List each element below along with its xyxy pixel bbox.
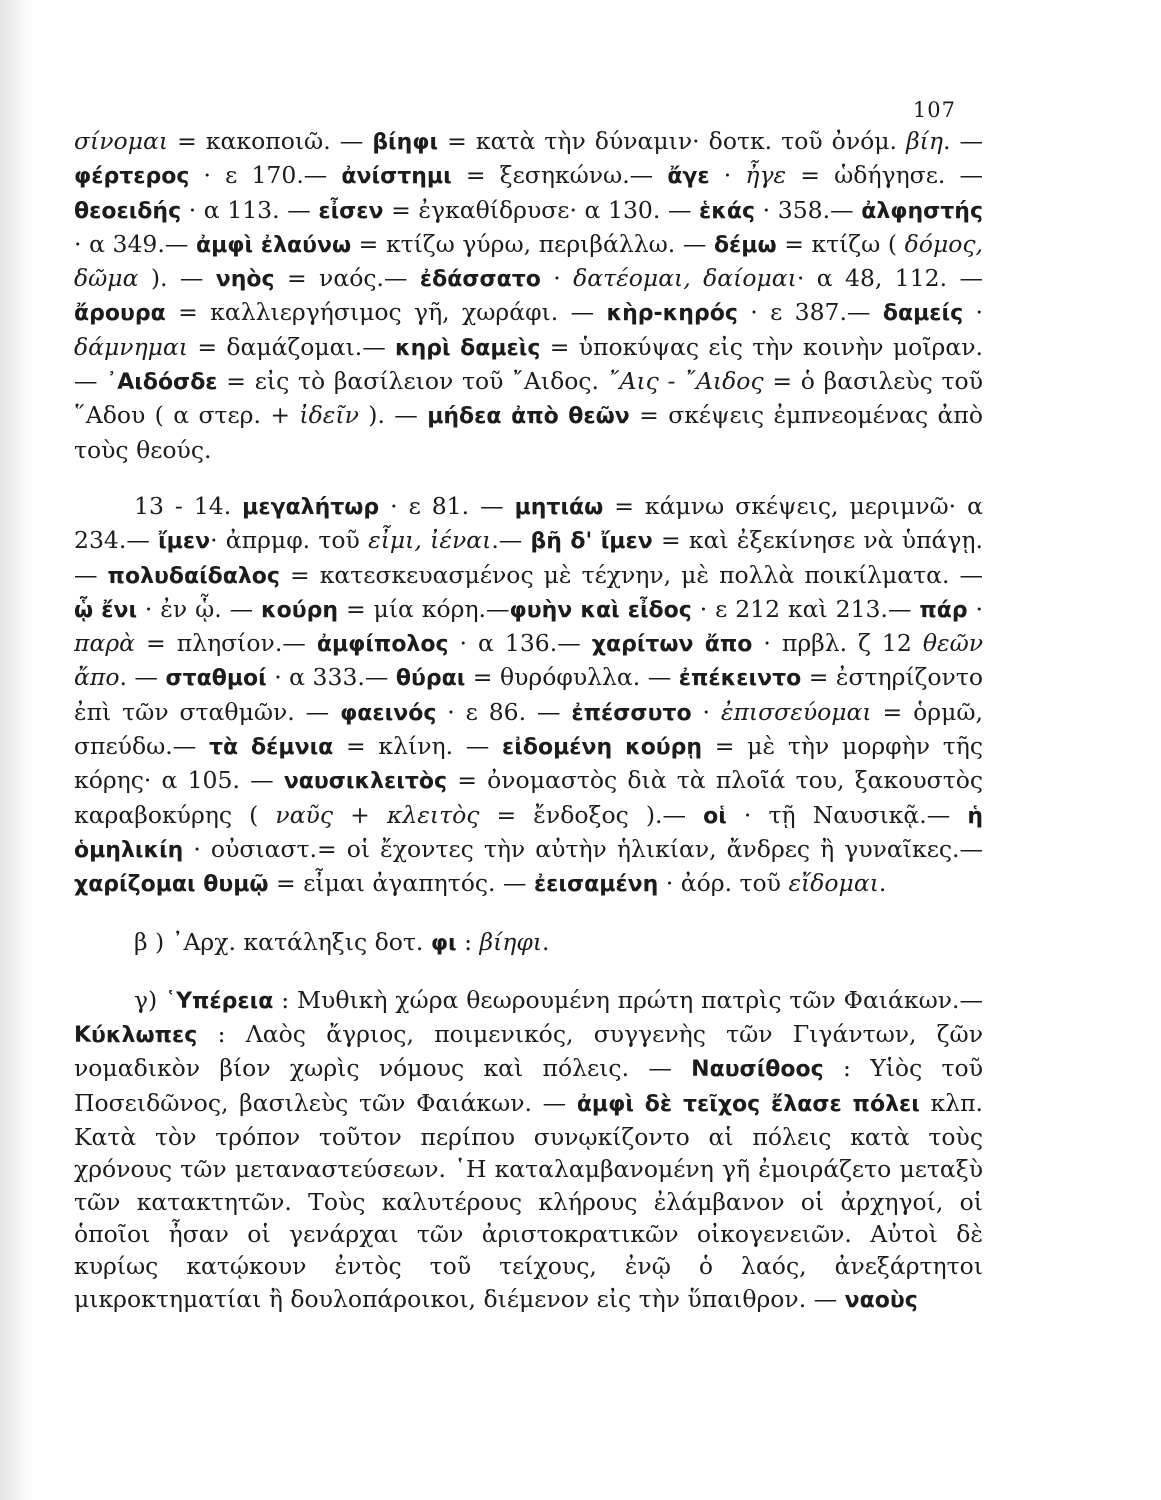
text-run: · α 333.— xyxy=(266,663,396,692)
text-run: · τῇ Ναυσικᾷ.— xyxy=(726,800,968,829)
text-run: · πρβλ. ζ 12 xyxy=(752,629,923,658)
italic-term: βίη xyxy=(906,127,943,155)
italic-term: εἶμι, ἰέναι xyxy=(368,526,492,555)
headword: ἀνίστημι xyxy=(341,164,452,190)
headword: ᾿Αιδόσδε xyxy=(106,370,218,396)
headword: ἐπέσσυτο xyxy=(571,700,692,726)
text-run: · ἀόρ. τοῦ xyxy=(658,869,789,898)
text-run: · ε 86. — xyxy=(436,697,572,726)
headword: ἐεισαμένη xyxy=(533,872,659,898)
paragraph-glossary-13-14 xyxy=(74,490,983,902)
text-run: κλπ. Κατὰ τὸν τρόπον τοῦτον περίπου συνῳκίζοντο αἱ πόλεις κατὰ τοὺς χρόνους τῶν μεταναστεύσεων. ῾Η καταλαμβανομένη γῆ ἐμοιράζετο μεταξὺ τῶν κατακτητῶν. Τοὺς καλυτέρους κλήρους ἐλάμβανον οἱ ἀρχηγοί, οἱ ὁποῖοι ἦσαν οἱ γενάρχαι τῶν ἀριστοκρατικῶν οἰκογενειῶν. Αὐτοὶ δὲ κυρίως κατῴκουν ἐντὸς τοῦ τείχους, ἐνῷ ὁ λαός, ἀνεξάρτητοι μικροκτηματίαι ἢ δουλοπάροικοι, διέμενον εἰς τὴν ὕπαιθρον. — xyxy=(74,1088,983,1313)
text-run: = εἶμαι ἀγαπητός. — xyxy=(268,869,534,898)
paragraph-note-gamma xyxy=(74,984,983,1317)
headword: εἰδομένη κούρῃ xyxy=(502,735,703,761)
text-run: · xyxy=(963,298,983,327)
text-run: : Μυθικὴ χώρα θεωρουμένη πρώτη πατρὶς τῶν Φαιάκων.— xyxy=(273,985,983,1014)
text-run: · ε 170.— xyxy=(189,161,342,190)
text-run: = κτίζω ( xyxy=(776,229,905,258)
headword: πάρ xyxy=(919,597,968,623)
text-run: ). — xyxy=(138,264,216,293)
italic-term: ἰδεῖν xyxy=(299,401,359,430)
italic-term: δόμος, δῶμα xyxy=(74,229,984,293)
headword: ἀμφίπολος xyxy=(316,632,449,658)
italic-term: ῎Αις - ῎Αιδος xyxy=(607,367,764,396)
headword: μήδεα ἀπὸ θεῶν xyxy=(427,404,630,430)
headword: κηρὶ δαμεὶς xyxy=(395,335,541,361)
text-run: = εἰς τὸ βασίλειον τοῦ ῎Αιδος. xyxy=(217,367,608,396)
headword: μεγαλήτωρ xyxy=(242,494,380,520)
headword: ἑκάς xyxy=(699,198,756,224)
text-run: = ἐστηρίζοντο ἐπὶ τῶν σταθμῶν. — xyxy=(74,663,983,726)
headword: τὰ δέμνια xyxy=(208,735,334,761)
headword: οἱ xyxy=(703,803,727,829)
italic-term: σίνομαι xyxy=(74,127,169,155)
headword: ἄρουρα xyxy=(74,301,166,327)
headword: φυὴν καὶ εἶδος xyxy=(509,597,692,623)
headword: ῾Υπέρεια xyxy=(165,988,274,1014)
headword: ναοὺς xyxy=(844,1287,918,1313)
italic-term: βίηφι xyxy=(479,927,543,956)
text-run: γ) xyxy=(134,985,166,1014)
headword: Κύκλωπες xyxy=(74,1023,198,1049)
headword: ἀμφὶ ἐλαύνω xyxy=(195,232,352,258)
text-run: = μὲ τὴν μορφὴν τῆς κόρης· α 105. — xyxy=(74,732,983,795)
italic-term: εἴδομαι xyxy=(788,869,879,898)
text-run: : xyxy=(456,927,480,956)
text-run: ). — xyxy=(358,401,428,430)
headword: χαρίτων ἄπο xyxy=(591,632,753,658)
text-run: . — xyxy=(942,127,983,155)
text-run: = θυρόφυλλα. — xyxy=(465,663,679,692)
text-run: = ὡδήγησε. — xyxy=(786,161,983,190)
text-run: . — xyxy=(119,663,166,692)
headword: φι xyxy=(430,930,457,956)
headword: ἀμφὶ δὲ τεῖχος ἔλασε πόλει xyxy=(576,1091,920,1117)
headword: φέρτερος xyxy=(74,164,190,190)
text-run: · ἐν ᾧ. — xyxy=(137,594,262,623)
text-run: = ὀνομαστὸς διὰ τὰ πλοῖά του, ξακουστὸς καραβοκύρης ( xyxy=(74,766,983,829)
italic-term: ἦγε xyxy=(745,161,787,190)
page-number: 107 xyxy=(912,98,956,122)
text-run: : Υἱὸς τοῦ Ποσειδῶνος, βασιλεὺς τῶν Φαιάκων. — xyxy=(74,1054,983,1117)
headword: ἄγε xyxy=(667,164,710,190)
headword: δέμω xyxy=(713,232,777,258)
headword: βίηφι xyxy=(372,130,439,155)
headword: νηὸς xyxy=(215,267,275,293)
italic-term: παρὰ xyxy=(74,629,135,658)
headword: εἶσεν xyxy=(318,198,384,224)
text-run: = ὁ βασιλεὺς τοῦ ῞Αδου ( α στερ. + xyxy=(74,367,983,430)
italic-term: δατέομαι, δαίομαι xyxy=(573,264,797,293)
headword: ᾧ ἔνι xyxy=(74,597,138,623)
headword: μητιάω xyxy=(514,494,604,520)
headword: ναυσικλειτὸς xyxy=(283,769,448,795)
page-shadow xyxy=(0,0,34,1500)
text-run: = ὁρμῶ, σπεύδω.— xyxy=(74,697,984,761)
headword: Ναυσίθοος xyxy=(691,1057,824,1083)
text-run: = κάμνω σκέψεις, μεριμνῶ· α 234.— xyxy=(74,491,983,555)
text-run: = μία κόρη.— xyxy=(338,594,510,623)
text-run: · xyxy=(967,594,983,623)
headword: σταθμοί xyxy=(165,666,267,692)
text-run: . xyxy=(878,869,887,898)
text-run: 13 - 14. xyxy=(134,491,243,520)
text-run: : Λαὸς ἄγριος, ποιμενικός, συγγενὴς τῶν Γιγάντων, ζῶν νομαδικὸν βίον χωρὶς νόμους καὶ πόλεις. — xyxy=(74,1020,983,1083)
headword: ἐπέκειντο xyxy=(678,666,802,692)
text-run: .— xyxy=(491,526,531,555)
text-run: = ὑποκύψας εἰς τὴν κοινὴν μοῖραν. — xyxy=(74,332,983,396)
headword: φαεινός xyxy=(340,700,437,726)
headword: χαρίζομαι θυμῷ xyxy=(74,872,269,898)
headword: ἀλφηστής xyxy=(861,198,983,224)
headword: πολυδαίδαλος xyxy=(107,563,280,589)
headword: ἡ ὁμηλικίη xyxy=(74,803,983,863)
headword: κούρη xyxy=(261,597,339,623)
headword: θύραι xyxy=(395,666,466,692)
text-run: · xyxy=(691,697,721,726)
text-run: . xyxy=(542,927,550,956)
text-run: = ἔνδοξος ).— xyxy=(479,800,704,829)
text-run: = κακοποιῶ. — xyxy=(168,127,373,155)
text-run: = καὶ ἐξεκίνησε νὰ ὑπάγῃ. — xyxy=(74,526,983,589)
text-run: · ε 212 καὶ 213.— xyxy=(691,594,920,623)
text-run: = καλλιεργήσιμος γῆ, χωράφι. — xyxy=(165,298,607,327)
text-run: = κλίνη. — xyxy=(333,732,503,761)
text-run: = πλησίον.— xyxy=(135,629,317,658)
headword: ἴμεν xyxy=(158,529,211,555)
text-run: · ἀπρμφ. τοῦ xyxy=(210,526,369,555)
text-run: · ε 81. — xyxy=(379,491,515,520)
headword: κὴρ-κηρός xyxy=(606,301,738,327)
text-run: = ἐγκαθίδρυσε· α 130. — xyxy=(383,195,700,224)
text-run: = κατεσκευασμένος μὲ τέχνην, μὲ πολλὰ ποικίλματα. — xyxy=(279,560,983,589)
text-run: · xyxy=(709,161,746,190)
text-run: · α 48, 112. — xyxy=(796,264,983,293)
italic-term: ναῦς xyxy=(275,800,334,829)
paragraph-glossary-1 xyxy=(74,125,983,466)
headword: δαμείς xyxy=(882,301,964,327)
italic-term: θεῶν ἄπο xyxy=(74,629,984,692)
text-run: = ξεσηκώνω.— xyxy=(451,161,668,190)
italic-term: ἐπισσεύομαι xyxy=(720,697,872,726)
text-run: = σκέψεις ἐμπνεομένας ἀπὸ τοὺς θεούς. xyxy=(74,401,983,464)
commentary-text xyxy=(74,125,983,1317)
text-run: · α 136.— xyxy=(448,629,592,658)
text-run: = ναός.— xyxy=(274,264,420,293)
text-run: · ε 387.— xyxy=(737,298,883,327)
text-run: · οὐσιαστ.= οἱ ἔχοντες τὴν αὐτὴν ἡλικίαν, ἄνδρες ἢ γυναῖκες.— xyxy=(183,834,983,863)
text-run: · xyxy=(540,264,574,293)
headword: βῆ δ' ἴμεν xyxy=(530,529,653,555)
text-run: = κατὰ τὴν δύναμιν· δοτκ. τοῦ ὀνόμ. xyxy=(438,127,907,155)
text-run: = κτίζω γύρω, περιβάλλω. — xyxy=(351,229,714,258)
headword: ἐδάσσατο xyxy=(419,267,541,293)
text-run: · α 113. — xyxy=(181,195,319,224)
headword: θεοειδής xyxy=(74,198,182,224)
text-run: = δαμάζομαι.— xyxy=(188,332,396,361)
text-run: β ) ᾿Αρχ. κατάληξις δοτ. xyxy=(134,927,431,956)
text-run: · 358.— xyxy=(755,195,862,224)
italic-term: κλειτὸς xyxy=(386,800,480,829)
text-run: · α 349.— xyxy=(74,229,196,258)
italic-term: δάμνημαι xyxy=(74,332,189,361)
text-run: + xyxy=(333,800,387,829)
paragraph-note-beta xyxy=(74,926,983,960)
